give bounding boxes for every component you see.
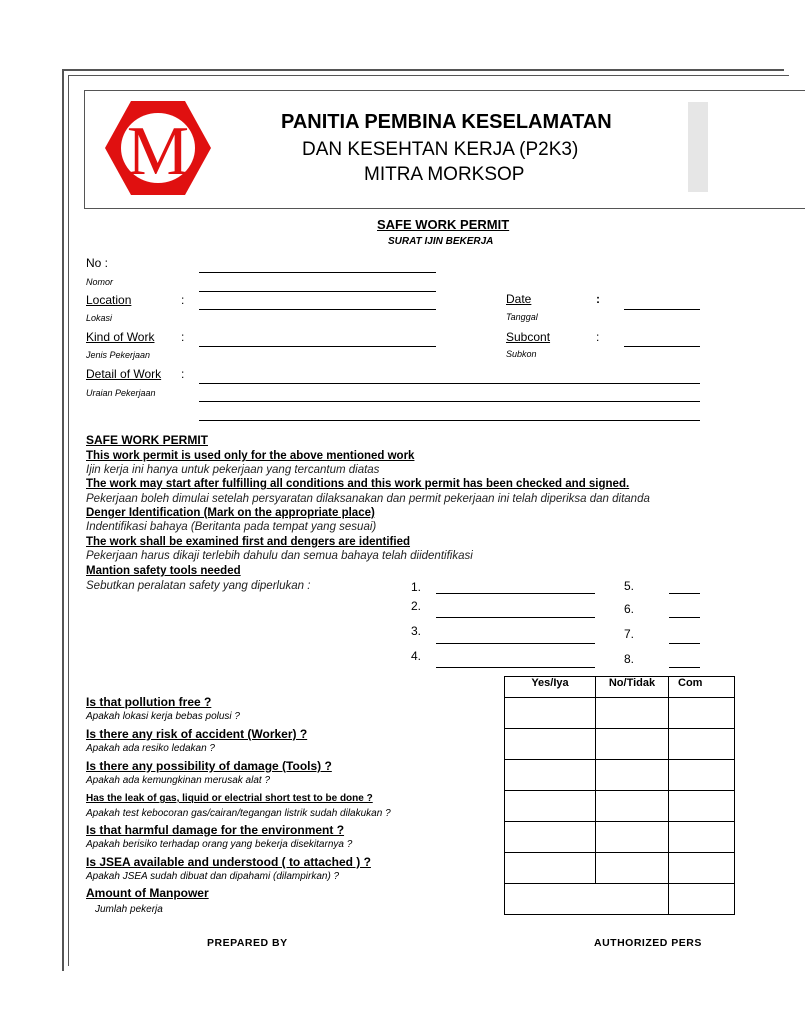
- rule2-en: The work may start after fulfilling all conditions and this work permit has been checked and signed.: [86, 478, 630, 490]
- tool-number-3: 3.: [411, 624, 422, 638]
- date-colon: :: [596, 292, 600, 306]
- tool-line-5[interactable]: [669, 593, 700, 594]
- detail-field-line-3[interactable]: [199, 420, 700, 421]
- tool-number-7: 7.: [624, 627, 635, 641]
- q3-comment-cell[interactable]: [669, 760, 735, 791]
- no-field-line-2[interactable]: [199, 291, 436, 292]
- subcont-sublabel: Subkon: [506, 349, 537, 359]
- tool-line-8[interactable]: [669, 667, 700, 668]
- permit-subtitle: SURAT IJIN BEKERJA: [388, 236, 494, 247]
- rule3-en: Denger Identification (Mark on the appropriate place): [86, 507, 375, 519]
- location-colon: :: [181, 293, 185, 307]
- q4-yes-cell[interactable]: [505, 791, 596, 822]
- header-shade: [688, 102, 708, 192]
- kind-colon: :: [181, 330, 185, 344]
- kind-of-work-field-line[interactable]: [199, 346, 436, 347]
- q3-id: Apakah ada kemungkinan merusak alat ?: [86, 775, 271, 786]
- tool-number-6: 6.: [624, 602, 635, 616]
- rule5-en: Mantion safety tools needed: [86, 565, 241, 577]
- rule3-id: Indentifikasi bahaya (Beritanta pada tempat yang sesuai): [86, 521, 377, 533]
- rule2-id: Pekerjaan boleh dimulai setelah persyaratan dilaksanakan dan permit pekerjaan ini telah diperiksa dan ditanda: [86, 493, 650, 505]
- q2-no-cell[interactable]: [596, 729, 669, 760]
- q1-en: Is that pollution free ?: [86, 695, 212, 709]
- rule4-id: Pekerjaan harus dikaji terlebih dahulu dan semua bahaya telah diidentifikasi: [86, 550, 473, 562]
- date-label: Date: [506, 292, 532, 306]
- tool-line-3[interactable]: [436, 643, 595, 644]
- tool-line-4[interactable]: [436, 667, 595, 668]
- q6-yes-cell[interactable]: [505, 853, 596, 884]
- tool-line-6[interactable]: [669, 617, 700, 618]
- detail-colon: :: [181, 367, 185, 381]
- subcont-field-line[interactable]: [624, 346, 700, 347]
- q5-no-cell[interactable]: [596, 822, 669, 853]
- q1-comment-cell[interactable]: [669, 698, 735, 729]
- subcont-label: Subcont: [506, 330, 551, 344]
- tool-number-2: 2.: [411, 599, 422, 613]
- detail-field-line-2[interactable]: [199, 401, 700, 402]
- authorized-person-label: AUTHORIZED PERS: [594, 937, 702, 949]
- q6-en: Is JSEA available and understood ( to attached ) ?: [86, 855, 371, 869]
- location-sublabel: Lokasi: [86, 313, 113, 323]
- q2-id: Apakah ada resiko ledakan ?: [86, 743, 215, 754]
- q7-en: Amount of Manpower: [86, 886, 209, 900]
- location-field-line[interactable]: [199, 309, 436, 310]
- manpower-cell[interactable]: [505, 884, 669, 915]
- q6-id: Apakah JSEA sudah dibuat dan dipahami (dilampirkan) ?: [86, 871, 340, 882]
- location-label: Location: [86, 293, 132, 307]
- q2-yes-cell[interactable]: [505, 729, 596, 760]
- q2-comment-cell[interactable]: [669, 729, 735, 760]
- rule1-id: Ijin kerja ini hanya untuk pekerjaan yang tercantum diatas: [86, 464, 380, 476]
- q1-no-cell[interactable]: [596, 698, 669, 729]
- header-title-line2: DAN KESEHTAN KERJA (P2K3): [302, 139, 579, 160]
- logo-letter: M: [126, 113, 190, 190]
- rule5-id: Sebutkan peralatan safety yang diperlukan :: [86, 580, 311, 592]
- no-label: No :: [86, 256, 109, 270]
- q3-yes-cell[interactable]: [505, 760, 596, 791]
- prepared-by-label: PREPARED BY: [207, 937, 288, 949]
- q1-yes-cell[interactable]: [505, 698, 596, 729]
- q6-no-cell[interactable]: [596, 853, 669, 884]
- tool-line-2[interactable]: [436, 617, 595, 618]
- q4-en: Has the leak of gas, liquid or electrial short test to be done ?: [86, 793, 373, 804]
- col-yes-header: Yes/Iya: [505, 677, 596, 698]
- q3-en: Is there any possibility of damage (Tools) ?: [86, 759, 332, 773]
- tool-number-1: 1.: [411, 580, 422, 594]
- date-field-line[interactable]: [624, 309, 700, 310]
- permit-title: SAFE WORK PERMIT: [377, 217, 510, 232]
- q5-id: Apakah berisiko terhadap orang yang bekerja disekitarnya ?: [86, 839, 353, 850]
- checklist-table-wrapper: [504, 676, 703, 920]
- rule4-en: The work shall be examined first and dengers are identified: [86, 536, 411, 548]
- tool-number-4: 4.: [411, 649, 422, 663]
- no-field-line[interactable]: [199, 272, 436, 273]
- q5-comment-cell[interactable]: [669, 822, 735, 853]
- q4-id: Apakah test kebocoran gas/cairan/tegangan listrik sudah dilakukan ?: [86, 808, 391, 819]
- q5-en: Is that harmful damage for the environment ?: [86, 823, 345, 837]
- header-title-line1: PANITIA PEMBINA KESELAMATAN: [281, 111, 612, 133]
- subcont-colon: :: [596, 330, 600, 344]
- q1-id: Apakah lokasi kerja bebas polusi ?: [86, 711, 240, 722]
- q6-comment-cell[interactable]: [669, 853, 735, 884]
- tool-line-7[interactable]: [669, 643, 700, 644]
- detail-field-line-1[interactable]: [199, 383, 700, 384]
- manpower-comment-cell[interactable]: [669, 884, 735, 915]
- detail-of-work-label: Detail of Work: [86, 367, 162, 381]
- q3-no-cell[interactable]: [596, 760, 669, 791]
- detail-of-work-sublabel: Uraian Pekerjaan: [86, 388, 156, 398]
- company-logo: [103, 98, 213, 198]
- kind-of-work-label: Kind of Work: [86, 330, 155, 344]
- tool-number-5: 5.: [624, 579, 635, 593]
- tool-line-1[interactable]: [436, 593, 595, 594]
- q2-en: Is there any risk of accident (Worker) ?: [86, 727, 308, 741]
- q5-yes-cell[interactable]: [505, 822, 596, 853]
- tool-number-8: 8.: [624, 652, 635, 666]
- col-no-header: No/Tidak: [596, 677, 669, 698]
- rules-heading: SAFE WORK PERMIT: [86, 433, 208, 447]
- q4-comment-cell[interactable]: [669, 791, 735, 822]
- kind-of-work-sublabel: Jenis Pekerjaan: [86, 350, 151, 360]
- no-sublabel: Nomor: [86, 277, 114, 287]
- q7-id: Jumlah pekerja: [95, 904, 163, 915]
- rule1-en: This work permit is used only for the above mentioned work: [86, 450, 415, 462]
- col-comment-header: Com: [669, 677, 735, 698]
- q4-no-cell[interactable]: [596, 791, 669, 822]
- checklist-table: [504, 676, 735, 915]
- header-title-line3: MITRA MORKSOP: [364, 164, 525, 185]
- date-sublabel: Tanggal: [506, 312, 538, 322]
